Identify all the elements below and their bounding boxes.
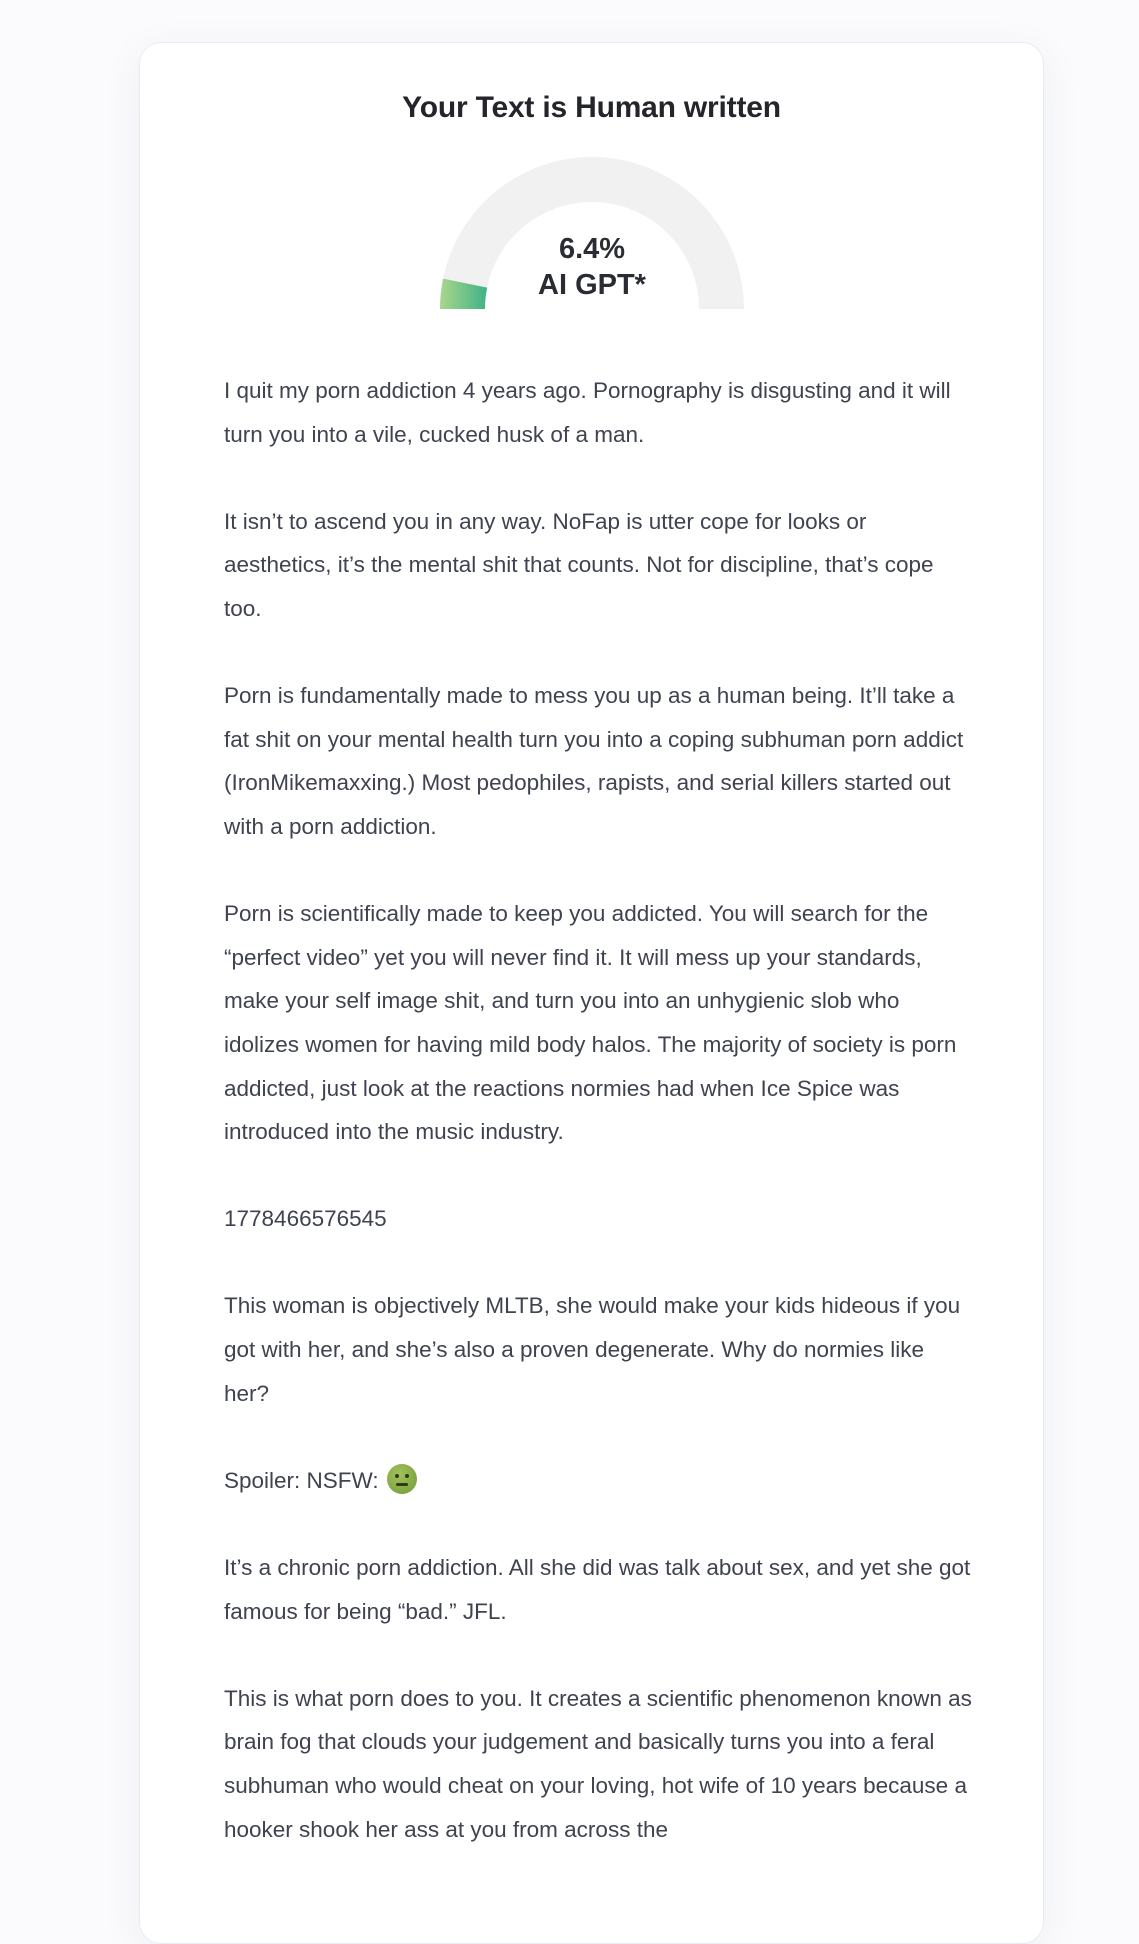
text-paragraph: 1778466576545 [224, 1206, 387, 1232]
nauseated-face-icon [387, 1464, 417, 1494]
text-paragraph: Porn is fundamentally made to mess you up as a human being. It’ll take a fat shit on your mental health turn you into a coping subhuman porn addict (IronMikemaxxing.) Most pedophiles, rapists, and serial killers started out with a porn addiction. [224, 683, 964, 839]
ai-score-label: AI GPT* [538, 269, 646, 301]
text-paragraph: This is what porn does to you. It creates a scientific phenomenon known as brain fog that clouds your judgement and basically turns you into a feral subhuman who would cheat on your loving, hot wife of 10 years because a hooker shook her ass at you from across the [224, 1685, 972, 1842]
text-paragraph: It isn’t to ascend you in any way. NoFap is utter cope for looks or aesthetics, it’s the mental shit that counts. Not for discipline, that’s cope too. [224, 508, 934, 621]
analyzed-text [224, 369, 974, 1895]
spoiler-label: Spoiler: NSFW: [224, 1467, 379, 1493]
spoiler-paragraph [224, 1459, 974, 1503]
text-paragraph: Porn is scientifically made to keep you addicted. You will search for the “perfect video” yet you will never find it. It will mess up your standards, make your self image shit, and turn you into an unhygienic slob who idolizes women for having mild body halos. The majority of society is porn addicted, just look at the reactions normies had when Ice Spice was introduced into the music industry. [224, 901, 957, 1145]
result-card [139, 42, 1044, 1944]
ai-score-gauge [440, 155, 744, 309]
result-title: Your Text is Human written [402, 91, 781, 124]
ai-score-value: 6.4% [558, 233, 626, 265]
text-paragraph: I quit my porn addiction 4 years ago. Pornography is disgusting and it will turn you into a vile, cucked husk of a man. [224, 378, 951, 447]
text-paragraph: It’s a chronic porn addiction. All she did was talk about sex, and yet she got famous for being “bad.” JFL. [224, 1555, 971, 1624]
text-paragraph: This woman is objectively MLTB, she would make your kids hideous if you got with her, and she’s also a proven degenerate. Why do normies like her? [224, 1293, 961, 1406]
gauge-readout [440, 231, 744, 303]
